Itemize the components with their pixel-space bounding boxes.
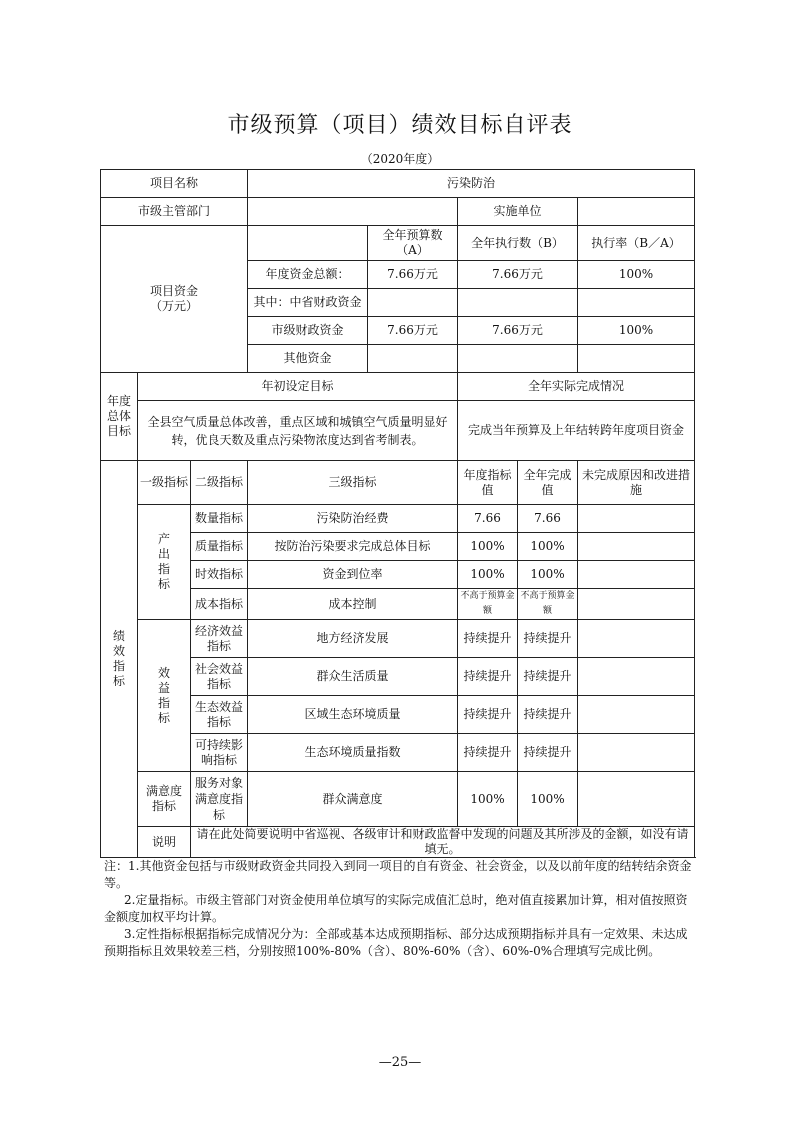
funds-row-budget: 7.66万元 (368, 317, 458, 345)
reason-cell (578, 696, 695, 734)
reason-cell (578, 620, 695, 658)
funds-header-blank (248, 226, 368, 261)
level3-cell: 区域生态环境质量 (248, 696, 458, 734)
unit-value (578, 198, 695, 226)
actual-value-cell: 7.66 (518, 505, 578, 533)
year-value-cell: 7.66 (458, 505, 518, 533)
level2-cell: 服务对象满意度指标 (191, 772, 248, 827)
year-value-cell: 持续提升 (458, 658, 518, 696)
year-value-cell: 100% (458, 533, 518, 561)
reason-cell (578, 658, 695, 696)
project-name-label: 项目名称 (101, 170, 248, 198)
department-label: 市级主管部门 (101, 198, 248, 226)
funds-row-rate (578, 289, 695, 317)
col-level3: 三级指标 (248, 461, 458, 505)
level3-cell: 生态环境质量指数 (248, 734, 458, 772)
level3-cell: 成本控制 (248, 589, 458, 620)
funds-row-label: 其他资金 (248, 345, 368, 373)
overall-actual-text: 完成当年预算及上年结转跨年度项目资金 (458, 401, 695, 461)
page-title: 市级预算（项目）绩效目标自评表 (227, 113, 573, 138)
department-value (248, 198, 458, 226)
footnotes (104, 858, 694, 960)
level2-cell: 经济效益指标 (191, 620, 248, 658)
actual-value-cell: 不高于预算金额 (518, 589, 578, 620)
funds-label-line2: （万元） (149, 299, 198, 313)
year-value-cell: 持续提升 (458, 620, 518, 658)
reason-cell (578, 772, 695, 827)
explanation-label: 说明 (138, 827, 191, 858)
level3-cell: 群众满意度 (248, 772, 458, 827)
col-actual-value: 全年完成值 (518, 461, 578, 505)
funds-row-executed (458, 345, 578, 373)
level3-cell: 资金到位率 (248, 561, 458, 589)
actual-value-cell: 持续提升 (518, 620, 578, 658)
funds-label (101, 226, 248, 373)
group-name: 满意度指标 (138, 772, 191, 827)
year-subtitle: （2020年度） (360, 152, 440, 166)
actual-value-cell: 持续提升 (518, 658, 578, 696)
performance-label: 绩效指标 (101, 461, 138, 858)
year-value-cell: 100% (458, 772, 518, 827)
level3-cell: 按防治污染要求完成总体目标 (248, 533, 458, 561)
explanation-text: 请在此处简要说明中省巡视、各级审计和财政监督中发现的问题及其所涉及的金额，如没有请填无。 (191, 827, 695, 858)
self-evaluation-table (100, 169, 695, 858)
level2-cell: 数量指标 (191, 505, 248, 533)
level3-cell: 地方经济发展 (248, 620, 458, 658)
funds-col-budget: 全年预算数（A） (368, 226, 458, 261)
reason-cell (578, 505, 695, 533)
col-reason: 未完成原因和改进措施 (578, 461, 695, 505)
reason-cell (578, 734, 695, 772)
overall-col-actual: 全年实际完成情况 (458, 373, 695, 401)
actual-value-cell: 持续提升 (518, 696, 578, 734)
year-value-cell: 持续提升 (458, 734, 518, 772)
group-name: 效益指标 (138, 620, 191, 772)
funds-row-rate: 100% (578, 317, 695, 345)
funds-row-label: 市级财政资金 (248, 317, 368, 345)
actual-value-cell: 100% (518, 533, 578, 561)
col-year-value: 年度指标值 (458, 461, 518, 505)
funds-label-line1: 项目资金 (149, 284, 198, 298)
footnote: 3.定性指标根据指标完成情况分为：全部或基本达成预期指标、部分达成预期指标并具有一定效果、未达成预期指标且效果较差三档，分别按照100%-80%（含）、80%-60%（含）、60%-0%合理填写完成比例。 (104, 927, 688, 958)
level2-cell: 时效指标 (191, 561, 248, 589)
funds-row-executed (458, 289, 578, 317)
funds-row-rate (578, 345, 695, 373)
funds-row-label: 年度资金总额： (248, 261, 368, 289)
funds-row-rate: 100% (578, 261, 695, 289)
level2-cell: 可持续影响指标 (191, 734, 248, 772)
level3-cell: 污染防治经费 (248, 505, 458, 533)
footnote: 注：1.其他资金包括与市级财政资金共同投入到同一项目的自有资金、社会资金，以及以前年度的结转结余资金等。 (104, 859, 692, 890)
col-level2: 二级指标 (191, 461, 248, 505)
project-name-value: 污染防治 (248, 170, 695, 198)
level3-cell: 群众生活质量 (248, 658, 458, 696)
funds-col-executed: 全年执行数（B） (458, 226, 578, 261)
funds-row-executed: 7.66万元 (458, 261, 578, 289)
overall-col-target: 年初设定目标 (138, 373, 458, 401)
funds-col-rate: 执行率（B／A） (578, 226, 695, 261)
funds-row-executed: 7.66万元 (458, 317, 578, 345)
level2-cell: 社会效益指标 (191, 658, 248, 696)
col-level1: 一级指标 (138, 461, 191, 505)
funds-row-budget (368, 345, 458, 373)
level2-cell: 成本指标 (191, 589, 248, 620)
level2-cell: 质量指标 (191, 533, 248, 561)
page-number: —25— (378, 1055, 422, 1070)
group-name: 产出指标 (138, 505, 191, 620)
footnote: 2.定量指标。市级主管部门对资金使用单位填写的实际完成值汇总时，绝对值直接累加计算，相对值按照资金额度加权平均计算。 (104, 893, 688, 924)
year-value-cell: 不高于预算金额 (458, 589, 518, 620)
actual-value-cell: 持续提升 (518, 734, 578, 772)
overall-label: 年度总体目标 (101, 373, 138, 461)
reason-cell (578, 561, 695, 589)
reason-cell (578, 533, 695, 561)
reason-cell (578, 589, 695, 620)
funds-row-label: 其中：中省财政资金 (248, 289, 368, 317)
actual-value-cell: 100% (518, 772, 578, 827)
year-value-cell: 持续提升 (458, 696, 518, 734)
unit-label: 实施单位 (458, 198, 578, 226)
overall-target-text: 全县空气质量总体改善，重点区域和城镇空气质量明显好转，优良天数及重点污染物浓度达到省考制表。 (138, 401, 458, 461)
level2-cell: 生态效益指标 (191, 696, 248, 734)
actual-value-cell: 100% (518, 561, 578, 589)
funds-row-budget (368, 289, 458, 317)
funds-row-budget: 7.66万元 (368, 261, 458, 289)
year-value-cell: 100% (458, 561, 518, 589)
